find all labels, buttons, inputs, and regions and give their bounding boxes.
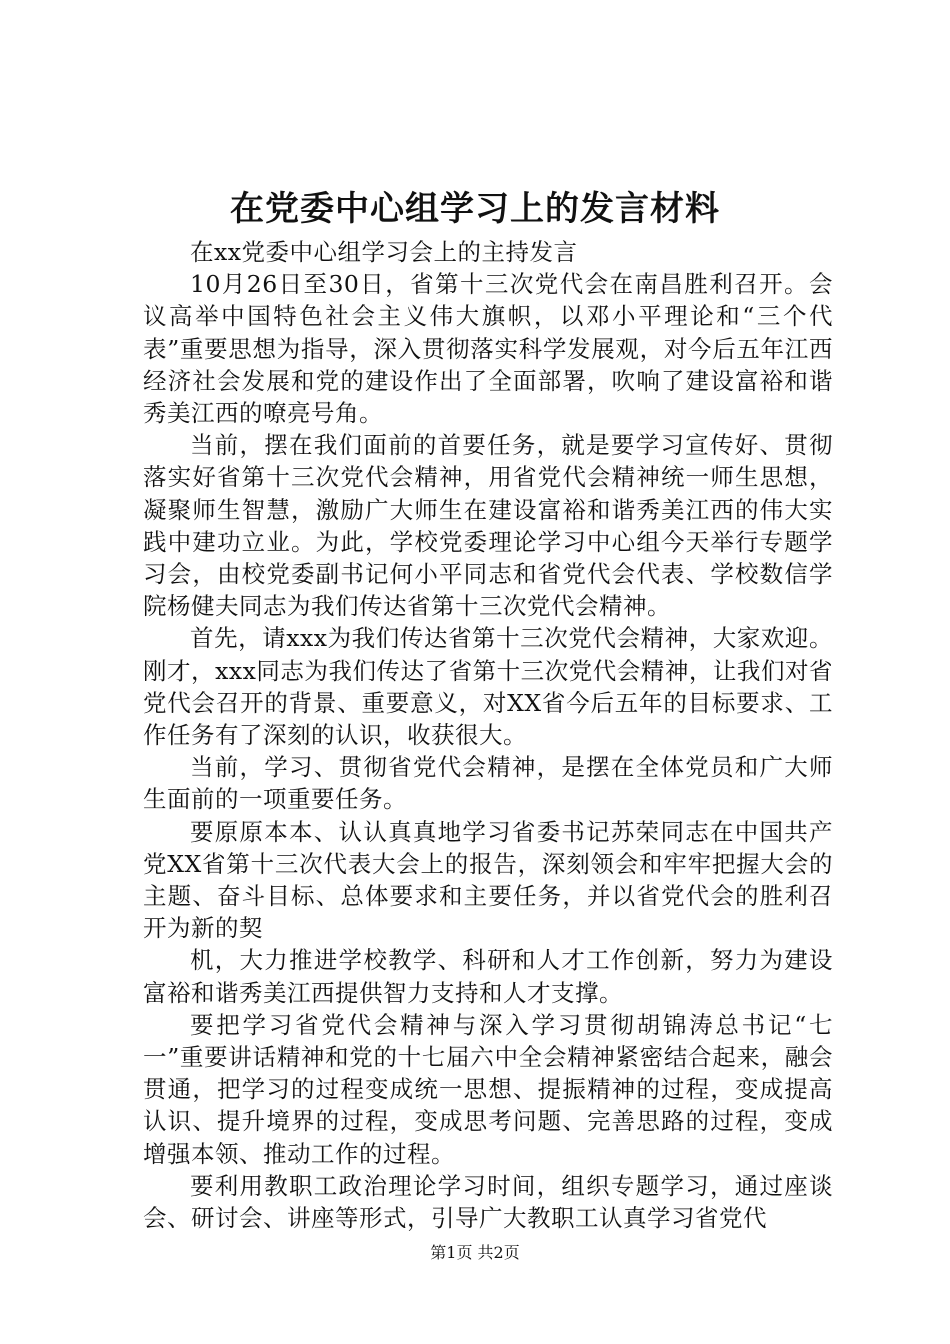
paragraph-5: 当前，学习、贯彻省党代会精神，是摆在全体党员和广大师生面前的一项重要任务。 xyxy=(143,753,833,814)
paragraph-8: 要把学习省党代会精神与深入学习贯彻胡锦涛总书记“七一”重要讲话精神和党的十七届六中全会精神紧密结合起来，融会贯通，把学习的过程变成统一思想、提振精神的过程，变成提高认识、提升境界的过程，变成思考问题、完善思路的过程，变成增强本领、推动工作的过程。 xyxy=(143,1010,833,1168)
paragraph-4: 首先，请xxx为我们传达省第十三次党代会精神，大家欢迎。刚才，xxx同志为我们传达了省第十三次党代会精神，让我们对省党代会召开的背景、重要意义，对XX省今后五年的目标要求、工作任务有了深刻的认识，收获很大。 xyxy=(143,624,833,750)
paragraph-1: 在xx党委中心组学习会上的主持发言 xyxy=(190,238,578,266)
document-title: 在党委中心组学习上的发言材料 xyxy=(230,189,720,229)
paragraph-6: 要原原本本、认认真真地学习省委书记苏荣同志在中国共产党XX省第十三次代表大会上的报告，深刻领会和牢牢把握大会的主题、奋斗目标、总体要求和主要任务，并以省党代会的胜利召开为新的契 xyxy=(143,817,833,943)
page-number-footer: 第1页 共2页 xyxy=(430,1243,520,1262)
paragraph-2: 10月26日至30日，省第十三次党代会在南昌胜利召开。会议高举中国特色社会主义伟大旗帜，以邓小平理论和“三个代表”重要思想为指导，深入贯彻落实科学发展观，对今后五年江西经济社会发展和党的建设作出了全面部署，吹响了建设富裕和谐秀美江西的嘹亮号角。 xyxy=(143,270,833,428)
document-body xyxy=(143,236,833,1234)
paragraph-7: 机，大力推进学校教学、科研和人才工作创新，努力为建设富裕和谐秀美江西提供智力支持和人才支撑。 xyxy=(143,946,833,1007)
paragraph-9: 要利用教职工政治理论学习时间，组织专题学习，通过座谈会、研讨会、讲座等形式，引导广大教职工认真学习省党代 xyxy=(143,1171,833,1233)
paragraph-3: 当前，摆在我们面前的首要任务，就是要学习宣传好、贯彻落实好省第十三次党代会精神，用省党代会精神统一师生思想，凝聚师生智慧，激励广大师生在建设富裕和谐秀美江西的伟大实践中建功立业。为此，学校党委理论学习中心组今天举行专题学习会，由校党委副书记何小平同志和省党代会代表、学校数信学院杨健夫同志为我们传达省第十三次党代会精神。 xyxy=(143,431,833,621)
